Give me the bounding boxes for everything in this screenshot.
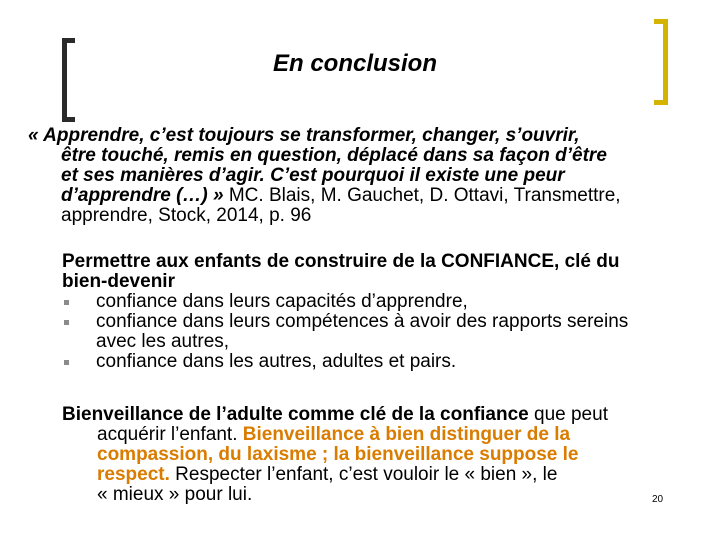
benevolence-highlight-3: respect. <box>97 464 170 485</box>
quote-citation: MC. Blais, M. Gauchet, D. Ottavi, Transmettre, <box>223 185 621 206</box>
list-item-text: avec les autres, <box>96 331 230 352</box>
quote-line-1: « Apprendre, c’est toujours se transformer, changer, s’ouvrir, <box>28 125 580 146</box>
quote-end-bold: d’apprendre (…) » <box>61 185 224 206</box>
list-item-text: confiance dans les autres, adultes et pairs. <box>96 351 457 372</box>
quote-line-4 <box>28 186 718 206</box>
square-bullet-icon <box>64 360 69 365</box>
list-item <box>62 352 717 372</box>
benevolence-line-1-rest: que peut <box>528 404 608 425</box>
benevolence-line-4-rest: Respecter l’enfant, c’est vouloir le « bien », le <box>169 464 558 485</box>
confidence-heading-line-2: bien-devenir <box>62 271 175 292</box>
quote-citation-line-2: apprendre, Stock, 2014, p. 96 <box>61 205 312 226</box>
benevolence-line-4 <box>62 465 717 485</box>
quote-block <box>28 126 718 226</box>
benevolence-key-phrase: Bienveillance de l’adulte comme clé de la confiance <box>62 404 529 425</box>
list-item-text: confiance dans leurs capacités d’apprendre, <box>96 291 468 312</box>
square-bullet-icon <box>64 320 69 325</box>
list-item-text: confiance dans leurs compétences à avoir des rapports sereins <box>96 311 629 332</box>
benevolence-line-2 <box>62 425 717 445</box>
benevolence-highlight-2: compassion, du laxisme ; la bienveillance suppose le <box>97 444 579 465</box>
list-item <box>62 292 717 312</box>
slide-title: En conclusion <box>272 50 437 77</box>
square-bullet-icon <box>64 300 69 305</box>
page-number: 20 <box>652 494 664 505</box>
benevolence-highlight-1: Bienveillance à bien distinguer de la <box>242 424 571 445</box>
confidence-heading-line-1: Permettre aux enfants de construire de la CONFIANCE, clé du <box>62 251 620 272</box>
benevolence-block <box>62 405 717 505</box>
benevolence-line-2-plain: acquérir l’enfant. <box>97 424 243 445</box>
benevolence-line-5: « mieux » pour lui. <box>97 484 253 505</box>
benevolence-line-1 <box>62 405 717 425</box>
confidence-block <box>62 252 717 372</box>
list-item <box>62 312 717 332</box>
quote-line-2: être touché, remis en question, déplacé dans sa façon d’être <box>61 145 607 166</box>
list-item-continuation <box>62 332 717 352</box>
quote-line-3: et ses manières d’agir. C’est pourquoi il existe une peur <box>61 165 565 186</box>
